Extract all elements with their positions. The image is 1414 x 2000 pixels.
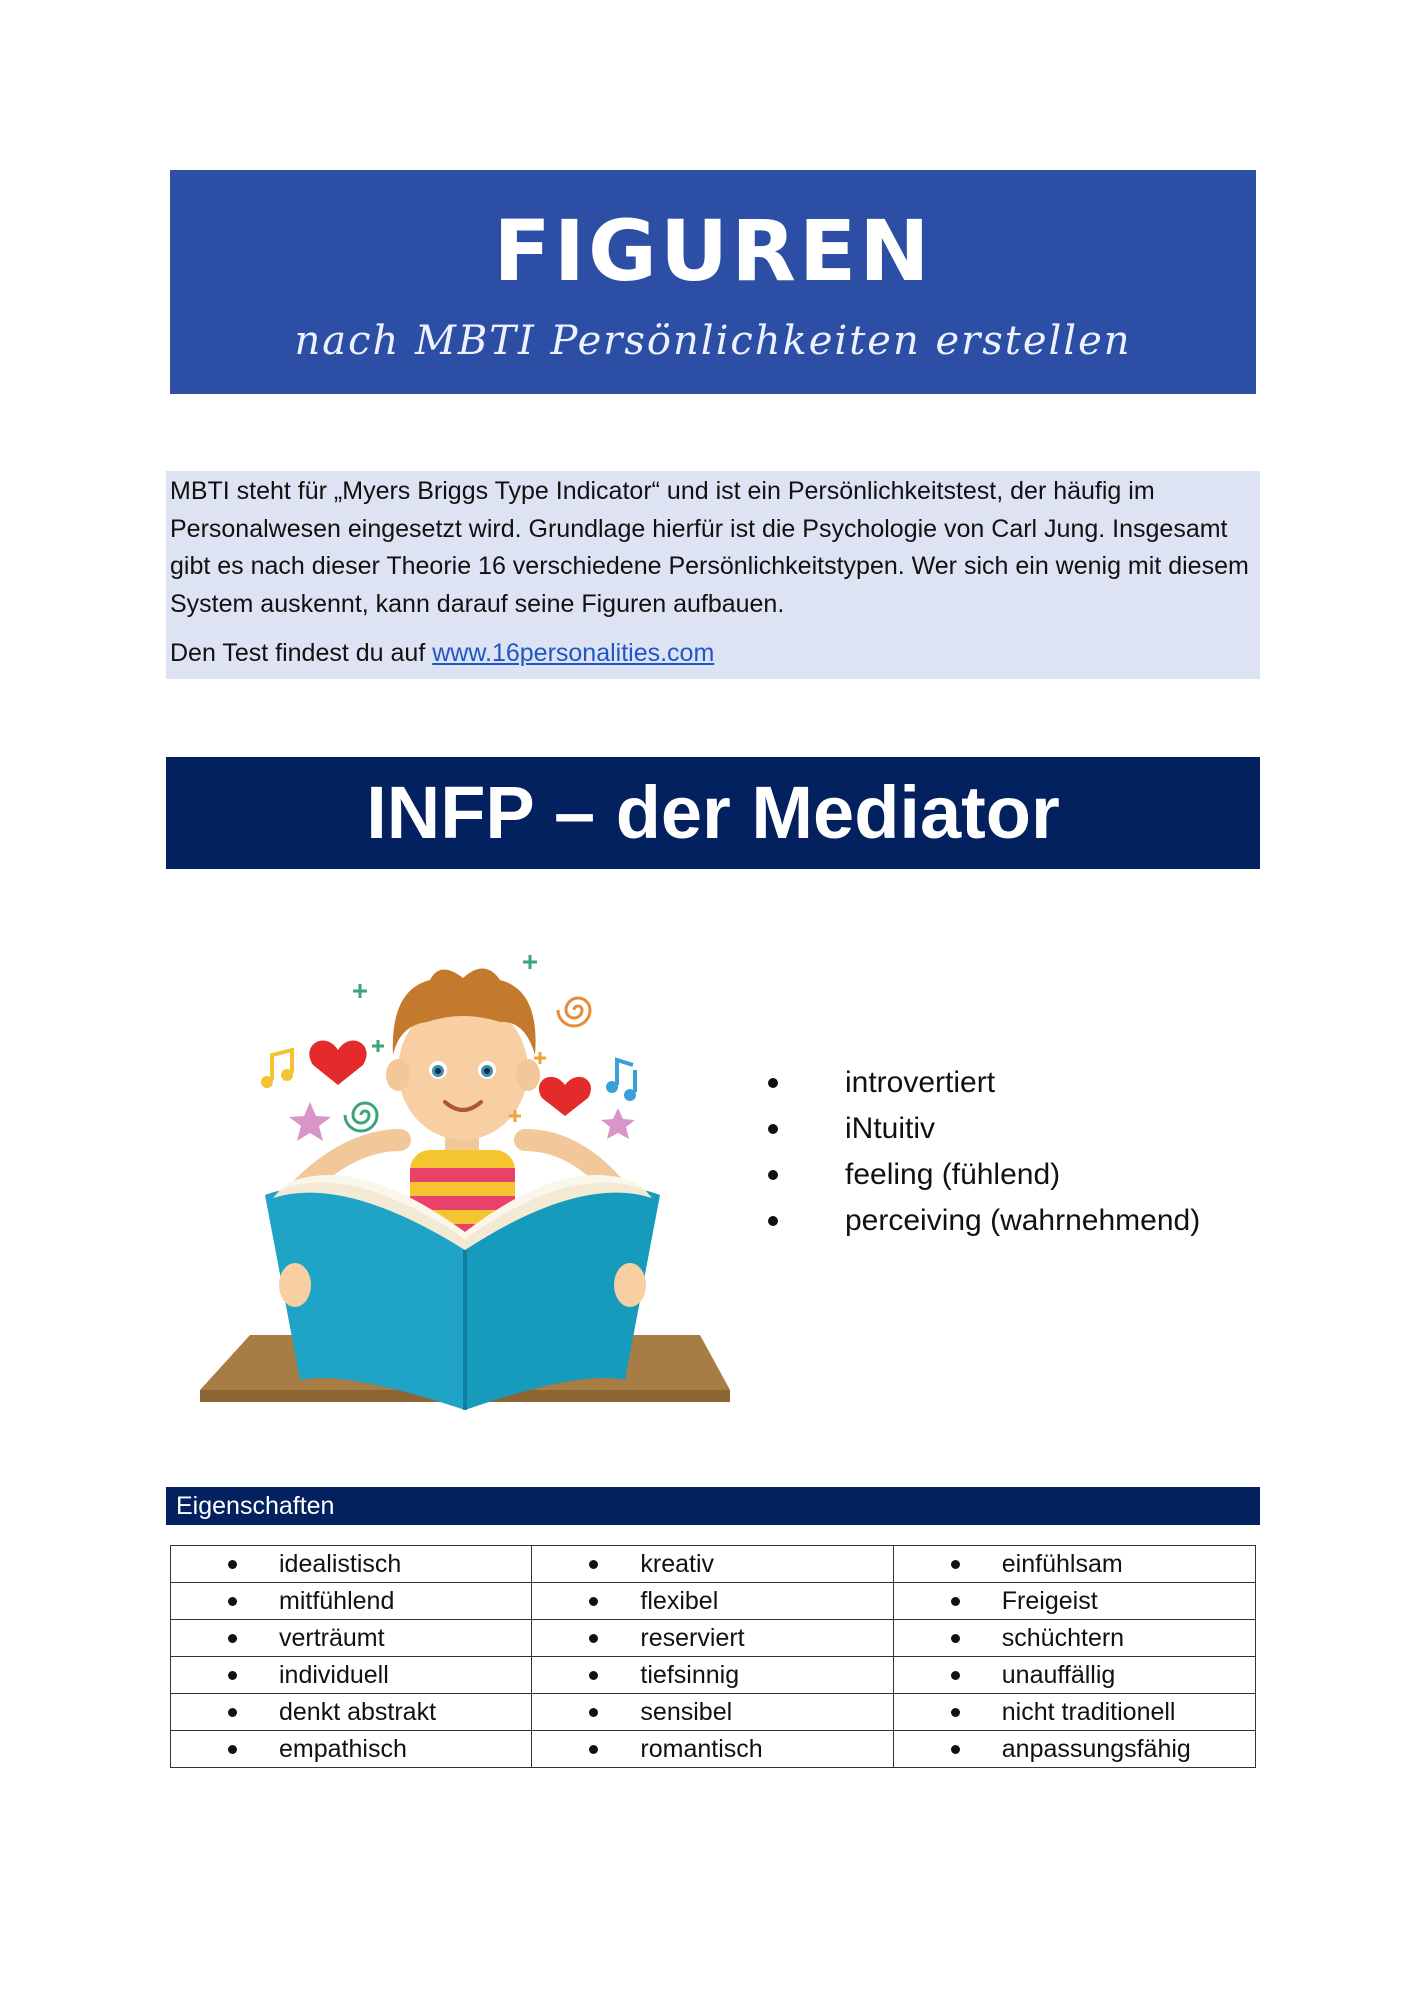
property-item <box>171 1731 531 1767</box>
bullet-icon <box>228 1634 237 1643</box>
property-label: romantisch <box>640 1734 763 1763</box>
property-label: verträumt <box>279 1623 385 1652</box>
table-cell <box>532 1583 893 1620</box>
table-row <box>171 1620 1256 1657</box>
table-cell <box>171 1546 532 1583</box>
table-cell <box>532 1657 893 1694</box>
property-item <box>532 1583 892 1619</box>
table-cell <box>171 1694 532 1731</box>
list-item <box>768 1106 1200 1152</box>
bullet-icon <box>768 1170 778 1180</box>
table-row <box>171 1583 1256 1620</box>
table-cell <box>171 1731 532 1768</box>
property-label: mitfühlend <box>279 1586 395 1615</box>
property-item <box>894 1731 1255 1767</box>
bullet-icon <box>951 1597 960 1606</box>
property-item <box>894 1546 1255 1582</box>
dichotomy-label: introvertiert <box>845 1066 996 1099</box>
bullet-icon <box>951 1745 960 1754</box>
test-line <box>170 635 1254 673</box>
table-cell <box>532 1694 893 1731</box>
property-label: schüchtern <box>1001 1623 1125 1652</box>
bullet-icon <box>589 1597 598 1606</box>
table-cell <box>532 1546 893 1583</box>
properties-header: Eigenschaften <box>166 1487 1260 1525</box>
bullet-icon <box>768 1124 778 1134</box>
property-item <box>171 1620 531 1656</box>
table-cell <box>532 1620 893 1657</box>
boy-reading-book-illustration <box>195 950 740 1430</box>
test-prefix: Den Test findest du auf <box>170 639 433 667</box>
type-title: INFP – der Mediator <box>166 757 1260 869</box>
property-item <box>532 1620 892 1656</box>
header-banner <box>170 170 1256 394</box>
bullet-icon <box>228 1560 237 1569</box>
bullet-icon <box>951 1708 960 1717</box>
list-item <box>768 1198 1200 1244</box>
property-label: kreativ <box>640 1549 715 1578</box>
property-item <box>171 1657 531 1693</box>
property-item <box>171 1583 531 1619</box>
list-item <box>768 1152 1200 1198</box>
dichotomy-label: feeling (fühlend) <box>845 1158 1061 1191</box>
bullet-icon <box>768 1216 778 1226</box>
bullet-icon <box>228 1597 237 1606</box>
bullet-icon <box>951 1671 960 1680</box>
property-label: flexibel <box>640 1586 719 1615</box>
property-item <box>171 1694 531 1730</box>
bullet-icon <box>589 1708 598 1717</box>
property-label: Freigeist <box>1001 1586 1098 1615</box>
property-item <box>532 1657 892 1693</box>
property-label: tiefsinnig <box>640 1660 740 1689</box>
table-row <box>171 1546 1256 1583</box>
bullet-icon <box>951 1634 960 1643</box>
bullet-icon <box>768 1078 778 1088</box>
property-item <box>171 1546 531 1582</box>
dichotomy-list <box>768 1060 1200 1244</box>
property-item <box>532 1694 892 1730</box>
list-item <box>768 1060 1200 1106</box>
property-item <box>894 1657 1255 1693</box>
bullet-icon <box>589 1560 598 1569</box>
bullet-icon <box>228 1745 237 1754</box>
bullet-icon <box>589 1745 598 1754</box>
table-row <box>171 1731 1256 1768</box>
property-label: empathisch <box>279 1734 407 1763</box>
dichotomy-label: perceiving (wahrnehmend) <box>845 1204 1201 1237</box>
property-label: individuell <box>279 1660 389 1689</box>
intro-paragraph: MBTI steht für „Myers Briggs Type Indicator“ und ist ein Persönlichkeitstest, der häufig im Personalwesen eingesetzt wird. Grundlage hierfür ist die Psychologie von Carl Jung. Insgesamt gibt es nach dieser Theorie 16 verschiedene Persönlichkeitstypen. Wer sich ein wenig mit diesem System auskennt, kann darauf seine Figuren aufbauen. <box>170 477 1249 618</box>
table-cell <box>171 1657 532 1694</box>
bullet-icon <box>589 1634 598 1643</box>
property-label: idealistisch <box>279 1549 402 1578</box>
table-cell <box>893 1731 1255 1768</box>
properties-table <box>170 1545 1256 1768</box>
page-subtitle: nach MBTI Persönlichkeiten erstellen <box>294 318 1132 364</box>
property-label: einfühlsam <box>1001 1549 1123 1578</box>
property-label: nicht traditionell <box>1001 1697 1176 1726</box>
table-cell <box>893 1694 1255 1731</box>
table-cell <box>171 1620 532 1657</box>
intro-box <box>166 471 1260 679</box>
test-link[interactable]: www.16personalities.com <box>432 639 715 667</box>
bullet-icon <box>951 1560 960 1569</box>
page-title: FIGUREN <box>493 202 933 300</box>
property-label: reserviert <box>640 1623 745 1652</box>
table-cell <box>893 1583 1255 1620</box>
table-row <box>171 1657 1256 1694</box>
bullet-icon <box>589 1671 598 1680</box>
table-cell <box>893 1546 1255 1583</box>
table-cell <box>171 1583 532 1620</box>
table-row <box>171 1694 1256 1731</box>
property-label: anpassungsfähig <box>1001 1734 1191 1763</box>
property-label: sensibel <box>640 1697 733 1726</box>
property-item <box>894 1620 1255 1656</box>
table-cell <box>893 1657 1255 1694</box>
table-cell <box>893 1620 1255 1657</box>
property-item <box>894 1583 1255 1619</box>
property-item <box>532 1546 892 1582</box>
property-label: denkt abstrakt <box>279 1697 437 1726</box>
bullet-icon <box>228 1708 237 1717</box>
property-item <box>532 1731 892 1767</box>
table-cell <box>532 1731 893 1768</box>
dichotomy-label: iNtuitiv <box>845 1112 936 1145</box>
bullet-icon <box>228 1671 237 1680</box>
property-item <box>894 1694 1255 1730</box>
property-label: unauffällig <box>1001 1660 1116 1689</box>
